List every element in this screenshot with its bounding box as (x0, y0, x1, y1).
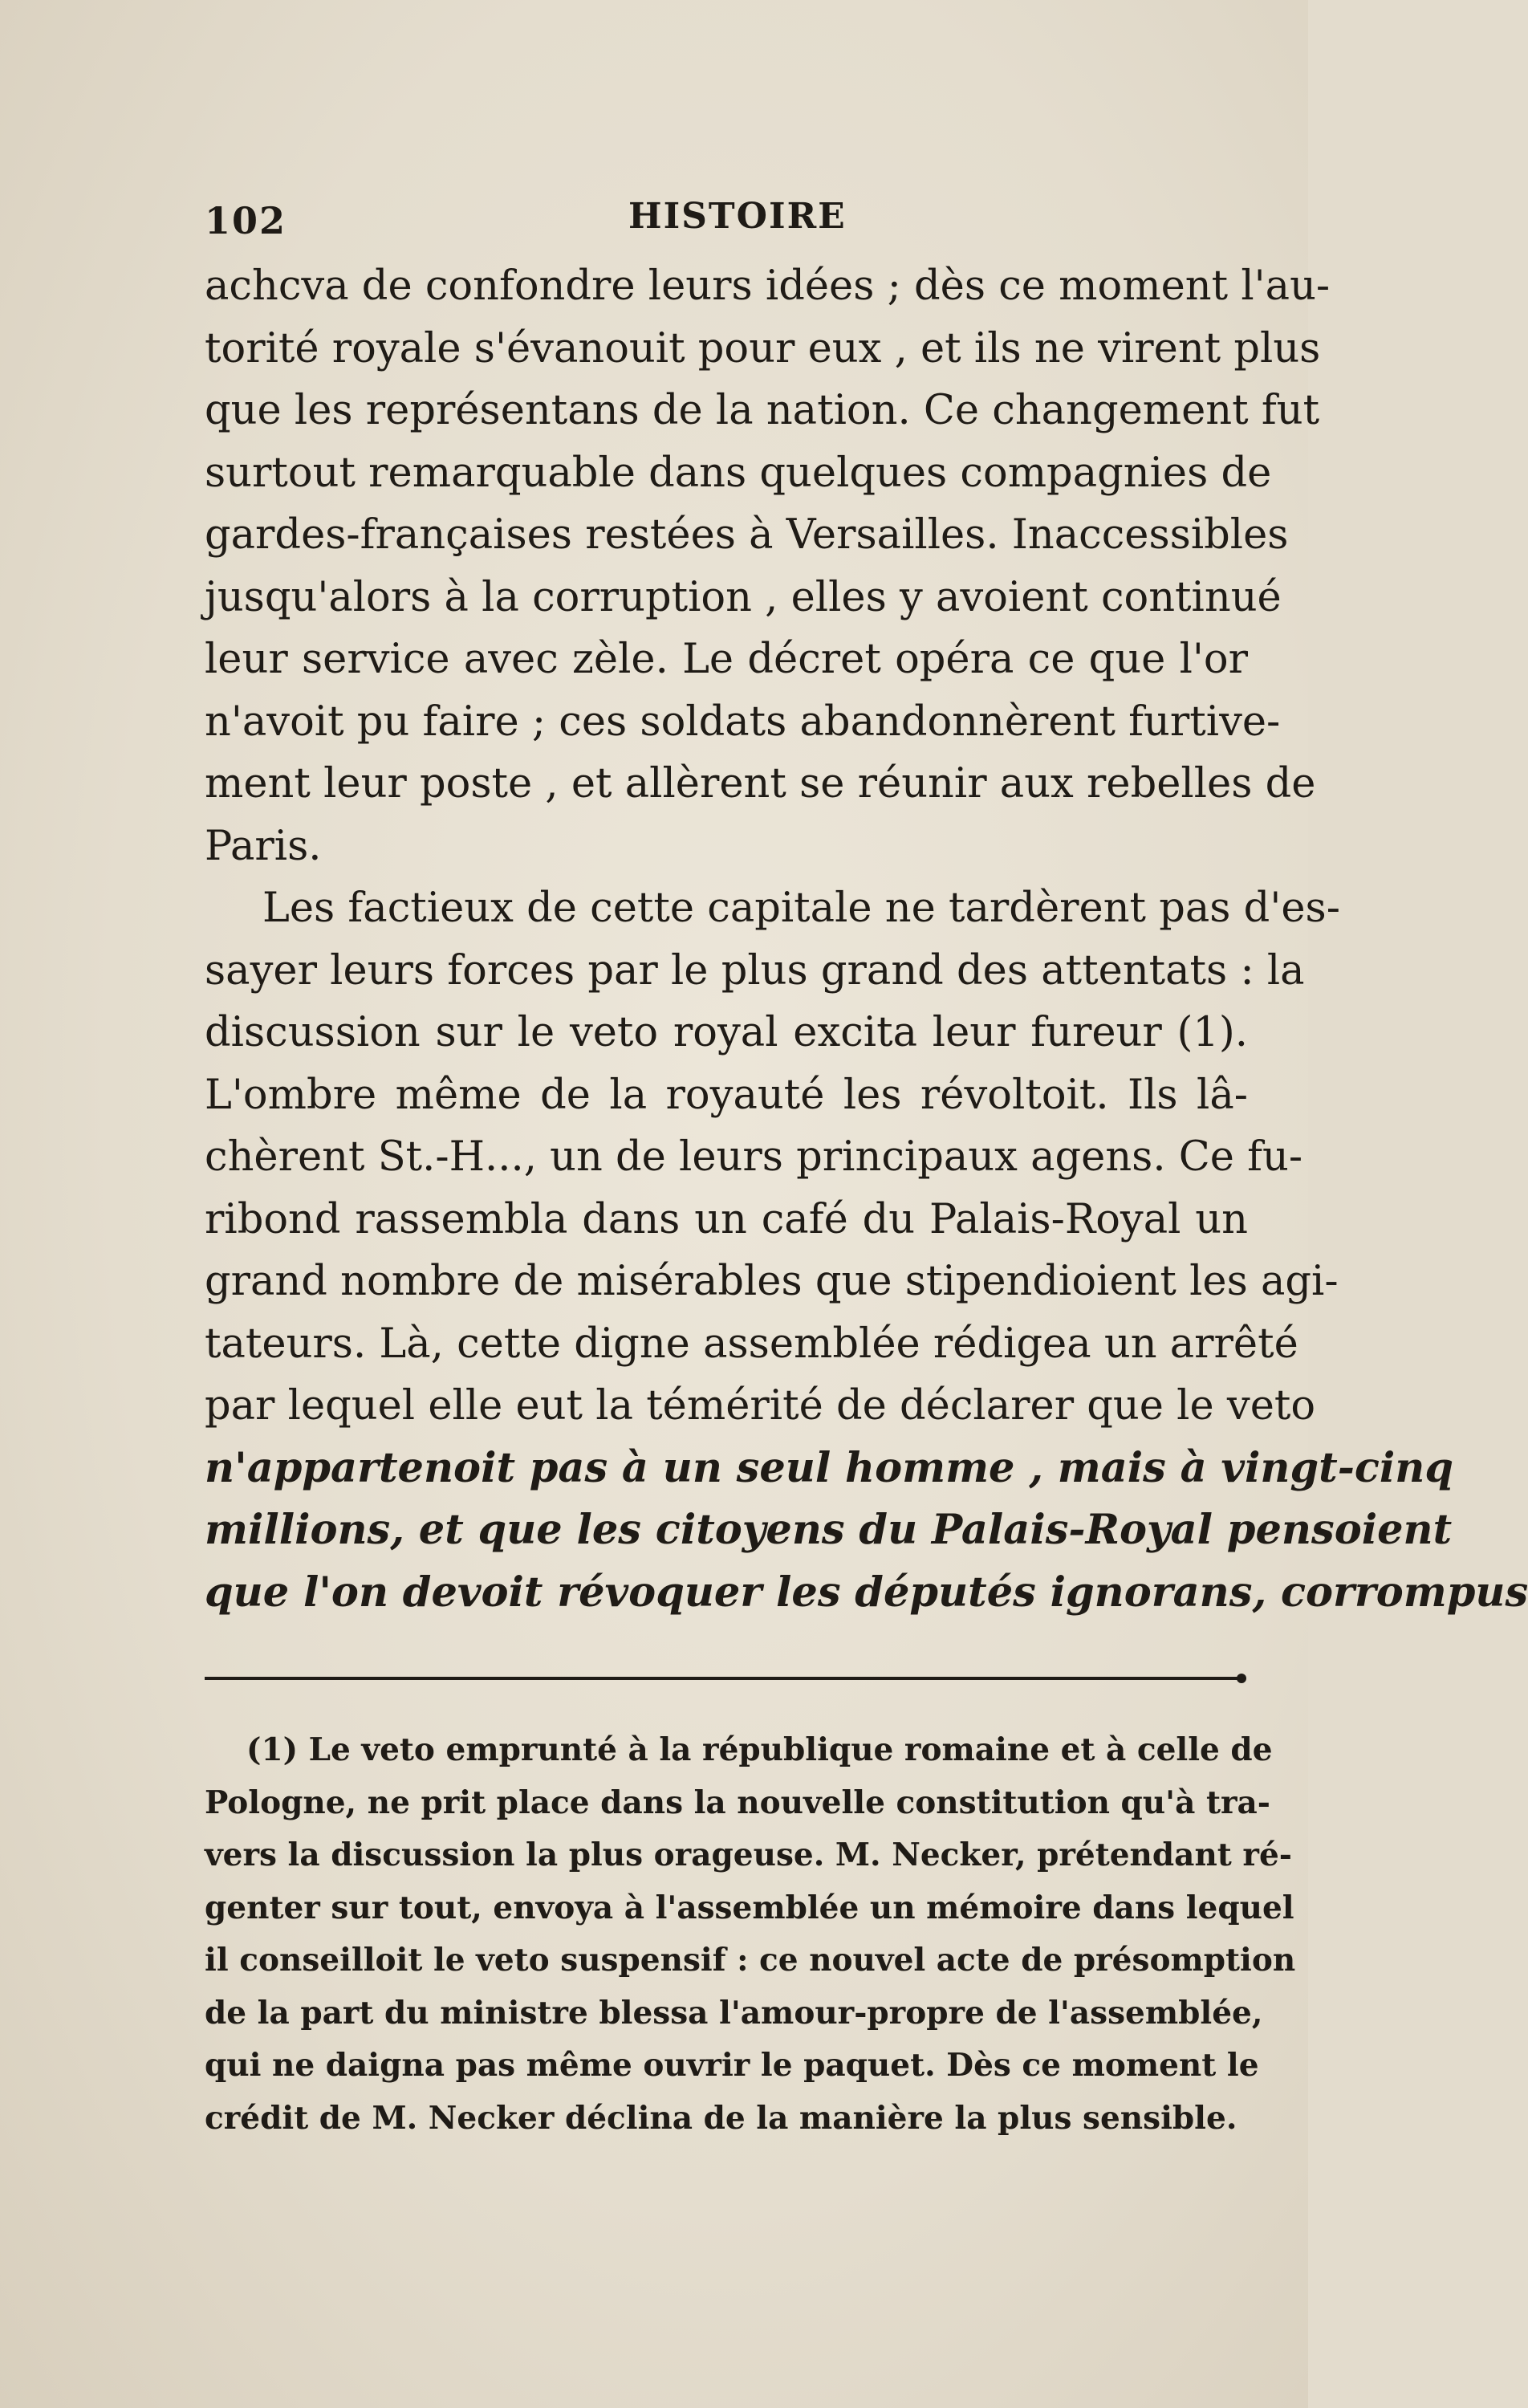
text-line: gardes-françaises restées à Versailles. Inaccessibles (205, 511, 1289, 559)
text-line: tateurs. Là, cette digne assemblée rédigea un arrêté (205, 1320, 1298, 1368)
text-line: ment leur poste , et allèrent se réunir aux rebelles de (205, 760, 1316, 807)
text-line: n'avoit pu faire ; ces soldats abandonnèrent furtive- (205, 698, 1281, 746)
italic-quote-line: millions, et que les citoyens du Palais-Royal pensoient (205, 1506, 1453, 1554)
text-line: surtout remarquable dans quelques compagnies de (205, 449, 1272, 497)
footnote-line: vers la discussion la plus orageuse. M. Necker, prétendant ré- (205, 1837, 1292, 1873)
text-line: L'ombre même de la royauté les révoltoit. Ils lâ- (205, 1071, 1248, 1119)
footnote-line: Pologne, ne prit place dans la nouvelle constitution qu'à tra- (205, 1784, 1270, 1821)
body-text (205, 255, 1528, 1624)
text-line: leur service avec zèle. Le décret opéra ce que l'or (205, 636, 1248, 683)
text-line: jusqu'alors à la corruption , elles y avoient continué (205, 573, 1282, 621)
text-line: Paris. (205, 822, 322, 870)
italic-quote-line: n'appartenoit pas à un seul homme , mais à vingt-cinq (205, 1443, 1454, 1492)
footnote-line: qui ne daigna pas même ouvrir le paquet. Dès ce moment le (205, 2047, 1259, 2084)
footnote-line: (1) Le veto emprunté à la république romaine et à celle de (246, 1731, 1273, 1768)
footnote-divider (205, 1677, 1242, 1680)
text-line: discussion sur le veto royal excita leur fureur (1). (205, 1009, 1248, 1056)
running-title: HISTOIRE (628, 196, 847, 237)
text-line: par lequel elle eut la témérité de déclarer que le veto (205, 1382, 1316, 1430)
text-line: torité royale s'évanouit pour eux , et ils ne virent plus (205, 324, 1321, 372)
text-line: que les représentans de la nation. Ce changement fut (205, 387, 1320, 434)
footnote-line: genter sur tout, envoya à l'assemblée un mémoire dans lequel (205, 1889, 1294, 1926)
footnote (205, 1724, 1296, 2145)
footnote-line: crédit de M. Necker déclina de la manière la plus sensible. (205, 2099, 1237, 2137)
text-line: achcva de confondre leurs idées ; dès ce moment l'au- (205, 262, 1331, 310)
page-number: 102 (205, 199, 287, 242)
footnote-line: il conseilloit le veto suspensif : ce nouvel acte de présomption (205, 1942, 1296, 1979)
page-header (205, 196, 1248, 255)
text-line: grand nombre de misérables que stipendioient les agi- (205, 1258, 1339, 1305)
footnote-line: de la part du ministre blessa l'amour-propre de l'assemblée, (205, 1994, 1263, 2032)
text-line: sayer leurs forces par le plus grand des attentats : la (205, 946, 1305, 995)
text-line: chèrent St.-H..., un de leurs principaux agens. Ce fu- (205, 1133, 1303, 1181)
paragraph-start-line: Les factieux de cette capitale ne tardèrent pas d'es- (262, 885, 1340, 932)
italic-quote-line: que l'on devoit révoquer les députés ignorans, corrompus (205, 1568, 1528, 1617)
text-line: ribond rassembla dans un café du Palais-Royal un (205, 1195, 1248, 1243)
